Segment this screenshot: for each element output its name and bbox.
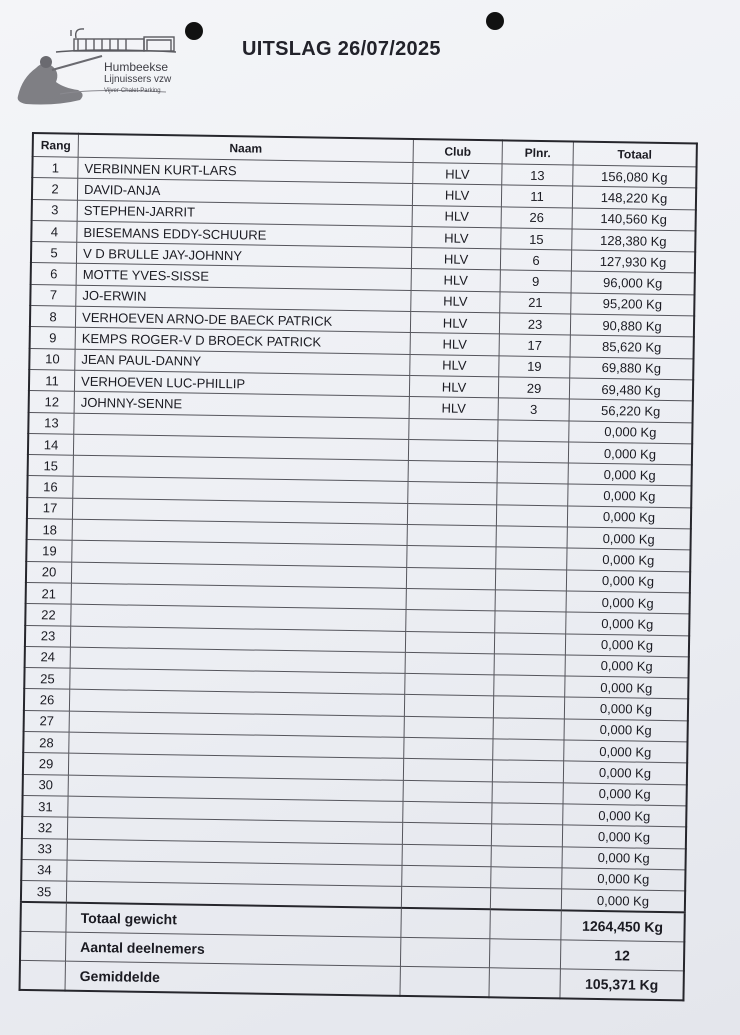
plnr-cell	[497, 462, 568, 484]
rang-cell: 20	[26, 561, 72, 583]
rang-cell: 27	[24, 710, 70, 732]
club-cell: HLV	[411, 269, 500, 292]
summary-blank-cell	[400, 967, 489, 998]
totaal-cell: 0,000 Kg	[562, 868, 686, 891]
plnr-cell	[497, 441, 568, 463]
col-header-naam: Naam	[78, 134, 413, 163]
club-cell	[405, 674, 494, 697]
rang-cell: 29	[23, 753, 69, 775]
results-table	[19, 132, 698, 1002]
club-cell	[406, 588, 495, 611]
gemiddelde-label: Gemiddelde	[65, 962, 400, 997]
plnr-cell: 26	[501, 206, 572, 228]
plnr-cell: 3	[498, 398, 569, 420]
aantal-deelnemers-label: Aantal deelnemers	[65, 933, 400, 967]
totaal-cell: 0,000 Kg	[562, 846, 686, 869]
plnr-cell: 13	[502, 164, 573, 186]
totaal-cell: 0,000 Kg	[565, 676, 689, 699]
rang-cell: 31	[22, 795, 68, 817]
totaal-cell: 0,000 Kg	[561, 889, 685, 913]
rang-cell: 14	[28, 433, 74, 455]
rang-cell: 9	[30, 327, 76, 349]
plnr-cell	[492, 760, 563, 782]
naam-cell: MOTTE YVES-SISSE	[76, 264, 411, 291]
club-cell	[408, 461, 497, 484]
club-cell	[402, 865, 491, 888]
summary-blank-cell	[401, 908, 490, 939]
plnr-cell	[495, 590, 566, 612]
totaal-cell: 0,000 Kg	[567, 527, 691, 550]
club-cell	[402, 844, 491, 867]
summary-section	[20, 902, 685, 1000]
totaal-cell: 0,000 Kg	[564, 740, 688, 763]
naam-cell: JOHNNY-SENNE	[74, 391, 409, 418]
rang-cell: 26	[24, 689, 70, 711]
club-cell	[406, 567, 495, 590]
plnr-cell: 15	[501, 228, 572, 250]
totaal-cell: 140,560 Kg	[572, 208, 696, 231]
club-logo	[16, 26, 186, 110]
totaal-cell: 0,000 Kg	[564, 697, 688, 720]
plnr-cell	[495, 568, 566, 590]
totaal-cell: 0,000 Kg	[566, 591, 690, 614]
col-header-club: Club	[413, 139, 502, 164]
rang-cell: 7	[30, 284, 76, 306]
club-cell	[405, 652, 494, 675]
rang-cell: 13	[28, 412, 74, 434]
naam-cell: KEMPS ROGER-V D BROECK PATRICK	[75, 328, 410, 355]
club-cell	[403, 801, 492, 824]
punch-hole-right	[486, 12, 504, 30]
summary-blank-cell	[489, 968, 560, 999]
plnr-cell	[491, 845, 562, 867]
naam-cell: JO-ERWIN	[76, 285, 411, 312]
plnr-cell	[492, 803, 563, 825]
rang-cell: 11	[29, 369, 75, 391]
rang-cell: 25	[24, 668, 70, 690]
results-body	[21, 157, 697, 913]
totaal-cell: 0,000 Kg	[566, 612, 690, 635]
naam-cell: BIESEMANS EDDY-SCHUURE	[77, 221, 412, 248]
club-cell	[407, 524, 496, 547]
rang-cell: 17	[27, 497, 73, 519]
plnr-cell	[490, 888, 561, 911]
club-cell	[401, 886, 490, 909]
results-table-wrapper	[19, 132, 698, 1002]
totaal-cell: 90,880 Kg	[570, 314, 694, 337]
club-cell: HLV	[409, 375, 498, 398]
plnr-cell	[492, 781, 563, 803]
rang-cell: 12	[29, 391, 75, 413]
club-cell: HLV	[410, 354, 499, 377]
plnr-cell	[491, 867, 562, 889]
rang-cell: 23	[25, 625, 71, 647]
rang-cell: 4	[31, 220, 77, 242]
rang-cell: 8	[30, 306, 76, 328]
club-cell: HLV	[413, 162, 502, 185]
totaal-cell: 0,000 Kg	[563, 761, 687, 784]
plnr-cell	[491, 824, 562, 846]
club-cell	[404, 737, 493, 760]
rang-cell: 28	[23, 731, 69, 753]
rang-cell: 30	[23, 774, 69, 796]
club-cell: HLV	[412, 184, 501, 207]
totaal-cell: 0,000 Kg	[568, 442, 692, 465]
naam-cell: VERHOEVEN LUC-PHILLIP	[74, 370, 409, 397]
plnr-cell	[496, 547, 567, 569]
club-cell: HLV	[410, 333, 499, 356]
rang-cell: 3	[32, 199, 78, 221]
totaal-cell: 56,220 Kg	[569, 399, 693, 422]
totaal-cell: 96,000 Kg	[571, 271, 695, 294]
summary-blank-cell	[490, 910, 561, 941]
punch-hole-left	[185, 22, 203, 40]
rang-cell: 15	[28, 455, 74, 477]
club-cell	[408, 439, 497, 462]
naam-cell: DAVID-ANJA	[77, 179, 412, 206]
plnr-cell	[496, 505, 567, 527]
club-cell	[407, 503, 496, 526]
club-cell	[407, 546, 496, 569]
rang-cell: 18	[27, 519, 73, 541]
totaal-cell: 128,380 Kg	[572, 229, 696, 252]
totaal-cell: 0,000 Kg	[569, 421, 693, 444]
rang-cell: 33	[22, 838, 68, 860]
club-cell: HLV	[410, 312, 499, 335]
totaal-cell: 69,880 Kg	[570, 357, 694, 380]
plnr-cell: 23	[499, 313, 570, 335]
totaal-cell: 0,000 Kg	[563, 804, 687, 827]
plnr-cell	[494, 632, 565, 654]
totaal-cell: 95,200 Kg	[571, 293, 695, 316]
summary-blank-cell	[20, 961, 66, 991]
col-header-rang: Rang	[33, 133, 79, 157]
totaal-cell: 69,480 Kg	[569, 378, 693, 401]
club-cell	[403, 759, 492, 782]
plnr-cell	[498, 419, 569, 441]
plnr-cell: 29	[498, 377, 569, 399]
club-cell: HLV	[412, 205, 501, 228]
club-cell	[404, 695, 493, 718]
totaal-cell: 0,000 Kg	[565, 633, 689, 656]
plnr-cell	[496, 526, 567, 548]
club-cell	[408, 482, 497, 505]
plnr-cell	[493, 696, 564, 718]
club-cell	[405, 631, 494, 654]
club-cell	[406, 610, 495, 633]
totaal-cell: 0,000 Kg	[566, 570, 690, 593]
club-cell: HLV	[412, 226, 501, 249]
summary-blank-cell	[489, 939, 560, 969]
club-cell	[404, 716, 493, 739]
club-cell	[402, 823, 491, 846]
page-title: UITSLAG 26/07/2025	[242, 38, 441, 60]
plnr-cell	[495, 611, 566, 633]
totaal-cell: 85,620 Kg	[570, 335, 694, 358]
plnr-cell: 19	[499, 356, 570, 378]
rang-cell: 21	[26, 582, 72, 604]
summary-blank-cell	[20, 932, 66, 962]
summary-blank-cell	[20, 902, 66, 932]
col-header-totaal: Totaal	[573, 142, 697, 167]
club-cell	[409, 418, 498, 441]
rang-cell: 24	[25, 646, 71, 668]
plnr-cell	[493, 718, 564, 740]
club-cell	[403, 780, 492, 803]
rang-cell: 6	[31, 263, 77, 285]
plnr-cell	[493, 739, 564, 761]
rang-cell: 32	[22, 817, 68, 839]
club-name-line2: Lijnuissers vzw	[104, 74, 172, 85]
club-cell: HLV	[411, 248, 500, 271]
plnr-cell: 21	[500, 292, 571, 314]
plnr-cell: 6	[500, 249, 571, 271]
rang-cell: 35	[21, 881, 67, 904]
naam-cell: V D BRULLE JAY-JOHNNY	[76, 242, 411, 269]
rang-cell: 1	[32, 157, 78, 179]
gemiddelde-value: 105,371 Kg	[560, 969, 684, 1000]
totaal-cell: 148,220 Kg	[572, 186, 696, 209]
totaal-gewicht-value: 1264,450 Kg	[561, 911, 685, 942]
totaal-cell: 0,000 Kg	[562, 825, 686, 848]
totaal-cell: 0,000 Kg	[567, 548, 691, 571]
aantal-deelnemers-value: 12	[560, 940, 684, 971]
rang-cell: 19	[26, 540, 72, 562]
totaal-cell: 156,080 Kg	[573, 165, 697, 188]
naam-cell: VERHOEVEN ARNO-DE BAECK PATRICK	[75, 306, 410, 333]
club-name-line3: Vijver-Chalet-Parking	[104, 88, 161, 94]
col-header-plnr: Plnr.	[502, 140, 573, 165]
plnr-cell	[494, 654, 565, 676]
rang-cell: 10	[29, 348, 75, 370]
club-cell: HLV	[411, 290, 500, 313]
naam-cell: VERBINNEN KURT-LARS	[78, 157, 413, 184]
club-cell: HLV	[409, 397, 498, 420]
totaal-cell: 0,000 Kg	[568, 484, 692, 507]
naam-cell: STEPHEN-JARRIT	[77, 200, 412, 227]
totaal-cell: 0,000 Kg	[567, 506, 691, 529]
plnr-cell	[494, 675, 565, 697]
totaal-gewicht-label: Totaal gewicht	[66, 903, 401, 938]
totaal-cell: 0,000 Kg	[565, 655, 689, 678]
rang-cell: 22	[25, 604, 71, 626]
totaal-cell: 0,000 Kg	[564, 719, 688, 742]
rang-cell: 34	[21, 859, 67, 881]
totaal-cell: 127,930 Kg	[571, 250, 695, 273]
totaal-cell: 0,000 Kg	[568, 463, 692, 486]
plnr-cell: 11	[501, 185, 572, 207]
rang-cell: 16	[27, 476, 73, 498]
club-name-line1: Humbeekse	[104, 60, 169, 74]
plnr-cell: 17	[499, 334, 570, 356]
totaal-cell: 0,000 Kg	[563, 783, 687, 806]
naam-cell: JEAN PAUL-DANNY	[75, 349, 410, 376]
summary-blank-cell	[400, 938, 489, 968]
rang-cell: 5	[31, 242, 77, 264]
plnr-cell: 9	[500, 270, 571, 292]
plnr-cell	[497, 483, 568, 505]
rang-cell: 2	[32, 178, 78, 200]
